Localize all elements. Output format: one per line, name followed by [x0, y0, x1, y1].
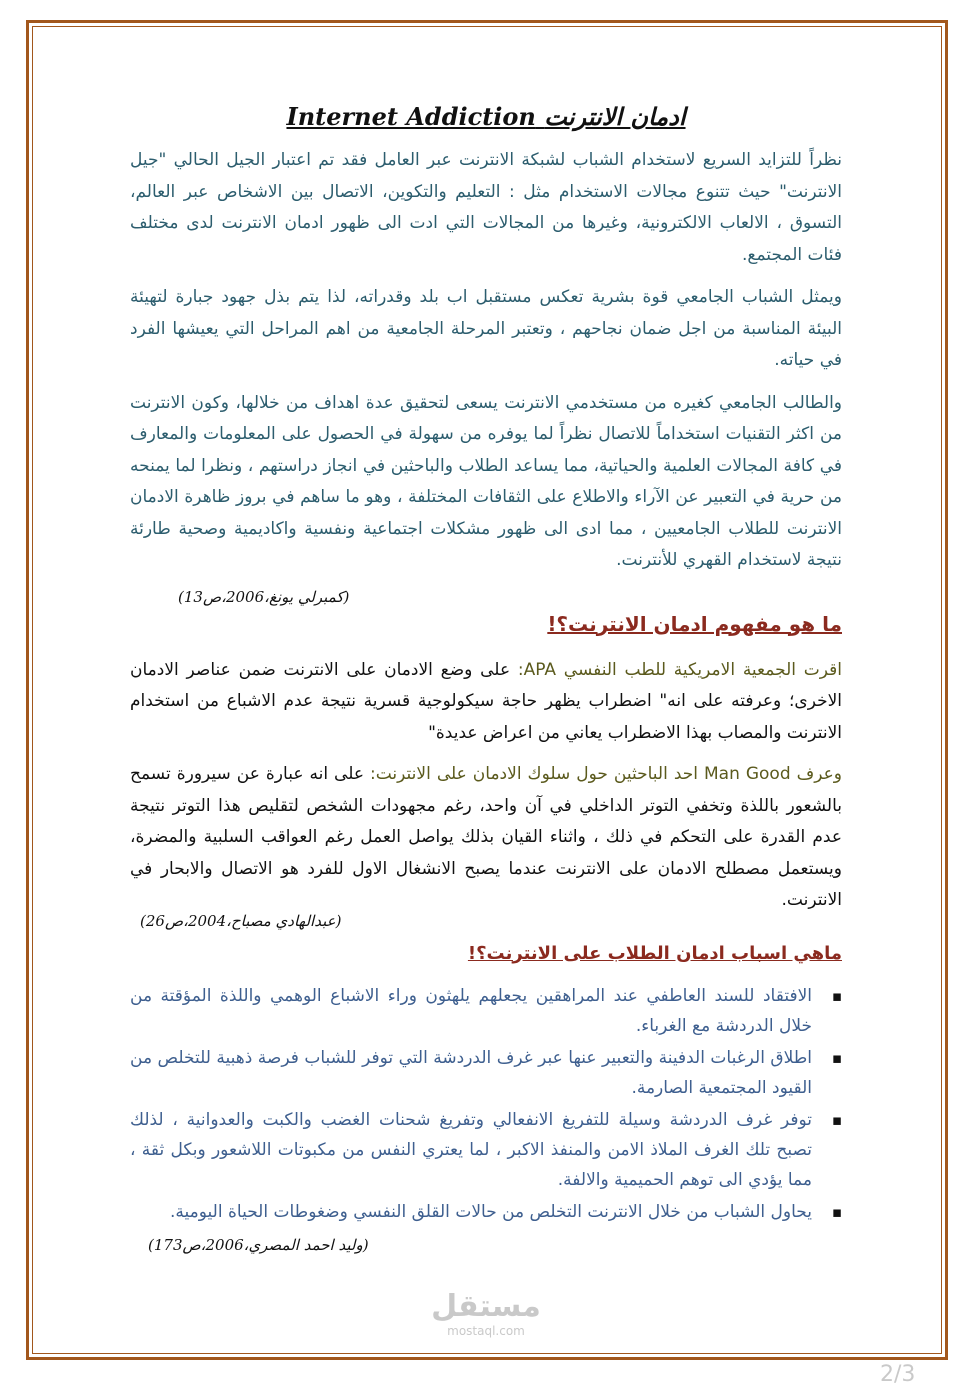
apa-lead: اقرت الجمعية الامريكية للطب النفسي APA:: [517, 659, 842, 680]
student-paragraph: والطالب الجامعي كغيره من مستخدمي الانترنت يسعى لتحقيق عدة اهداف من خلالها، وكون الانترنت من اكثر التقنيات استخداماً للاتصال نظراً لما يوفره من سهولة في الحصول على المعلومات والمعارف في كافة المجالات العلمية والحياتية، مما يساعد الطلاب والباحثين في انجاز دراستهم ، ونظرا لما يمنحه من حرية في التعبير عن الآراء والاطلاع على الثقافات المختلفة ، وهو ما ساهم في بروز ظاهرة الادمان الانترنت للطلاب الجامعيين ، مما ادى الى ظهور مشكلات اجتماعية ونفسية واكاديمية وصحية طارئة نتيجة لاستخدام القهري للأنترنت.: [130, 392, 842, 570]
citation-young: (كمبرلي يونغ،2006،ص13): [178, 588, 350, 606]
page-number: 2/3: [880, 1362, 916, 1387]
list-item: ▪ توفر غرف الدردشة وسيلة للتفريغ الانفعالي وتفريغ شحنات الغضب والكبت والعدوانية ، لذلك تصبح تلك الغرف الملاذ الامن والمنفذ الاكبر ، لما يعتري النفس من مكبوتات اللاشعور وبكل ثقة ، مما يؤدي الى توهم الحميمية والالفة.: [130, 1105, 818, 1195]
apa-body: على وضع الادمان على الانترنت ضمن عناصر الادمان الاخرى؛ وعرفته على انه" اضطراب يظهر حاجة سيكولوجية قسرية نتيجة عدم الاشباع من استخدام الانترنت والمصاب بهذا الاضطراب يعاني من اعراض عديدة": [130, 659, 842, 743]
causes-list: [130, 981, 842, 1227]
watermark-arabic: مستقل: [431, 1289, 541, 1324]
list-item: ▪ اطلاق الرغبات الدفينة والتعبير عنها عبر غرف الدردشة التي توفر للشباب فرصة ذهبية للتخلص من القيود المجتمعية الصارمة.: [130, 1043, 818, 1103]
concept-heading: ما هو مفهوم ادمان الانترنت؟!: [547, 611, 842, 636]
intro-paragraph: نظراً للتزايد السريع لاستخدام الشباب لشبكة الانترنت عبر العامل فقد تم اعتبار الجيل الحالي "جيل الانترنت" حيث تتنوع مجالات الاستخدام مثل : التعليم والتكوين، الاتصال بين الاشخاص عبر العالم، التسوق ، الالعاب الالكترونية، وغيرها من المجالات التي ادت الى ظهور ادمان الانترنت لدى مختلف فئات المجتمع.: [130, 150, 842, 265]
citation-masri: (وليد احمد المصري،2006،ص173): [148, 1236, 369, 1254]
list-item: ▪ يحاول الشباب من خلال الانترنت التخلص من حالات القلق النفسي وضغوطات الحياة اليومية.: [130, 1197, 818, 1227]
citation-mesbah: (عبدالهادي مصباح،2004،ص26): [140, 912, 342, 930]
mangood-lead: وعرف Man Good احد الباحثين حول سلوك الادمان على الانترنت:: [370, 764, 842, 784]
apa-definition: [130, 655, 842, 750]
mostaql-watermark: [426, 1290, 546, 1338]
page-title: [130, 95, 842, 139]
youth-paragraph: ويمثل الشباب الجامعي قوة بشرية تعكس مستقبل اب بلد وقدراته، لذا يتم بذل جهود جبارة لتهيئة البيئة المناسبة من اجل ضمان نجاحهم ، وتعتبر المرحلة الجامعية من اهم المراحل التي يعيشها الفرد في حياته.: [130, 287, 842, 370]
watermark-english: mostaql.com: [447, 1324, 525, 1338]
mangood-definition: [130, 759, 842, 917]
document-body: [130, 95, 842, 1229]
list-item: ▪ الافتقاد للسند العاطفي عند المراهقين يجعلهم يلهثون وراء الاشباع الوهمي واللذة المؤقتة من خلال الدردشة مع الغرباء.: [130, 981, 818, 1041]
mangood-body: على انه عبارة عن سيرورة تسمح بالشعور باللذة وتخفي التوتر الداخلي في آن واحد، رغم مجهودات الشخص لتقليص هذا التوتر نتيجة عدم القدرة على التحكم في ذلك ، واثناء القيان بذلك يواصل العمل رغم العواقب السلبية والمضرة، ويستعمل مصطلح الادمان على الانترنت عندما يصبح الانشغال الاول للفرد هو الاتصال والابحار في الانترنت.: [130, 764, 842, 910]
title-arabic: ادمان الانترنت: [544, 102, 686, 131]
title-english: Internet Addiction: [286, 102, 536, 131]
causes-heading: ماهي اسباب ادمان الطلاب على الانترنت؟!: [467, 942, 842, 964]
